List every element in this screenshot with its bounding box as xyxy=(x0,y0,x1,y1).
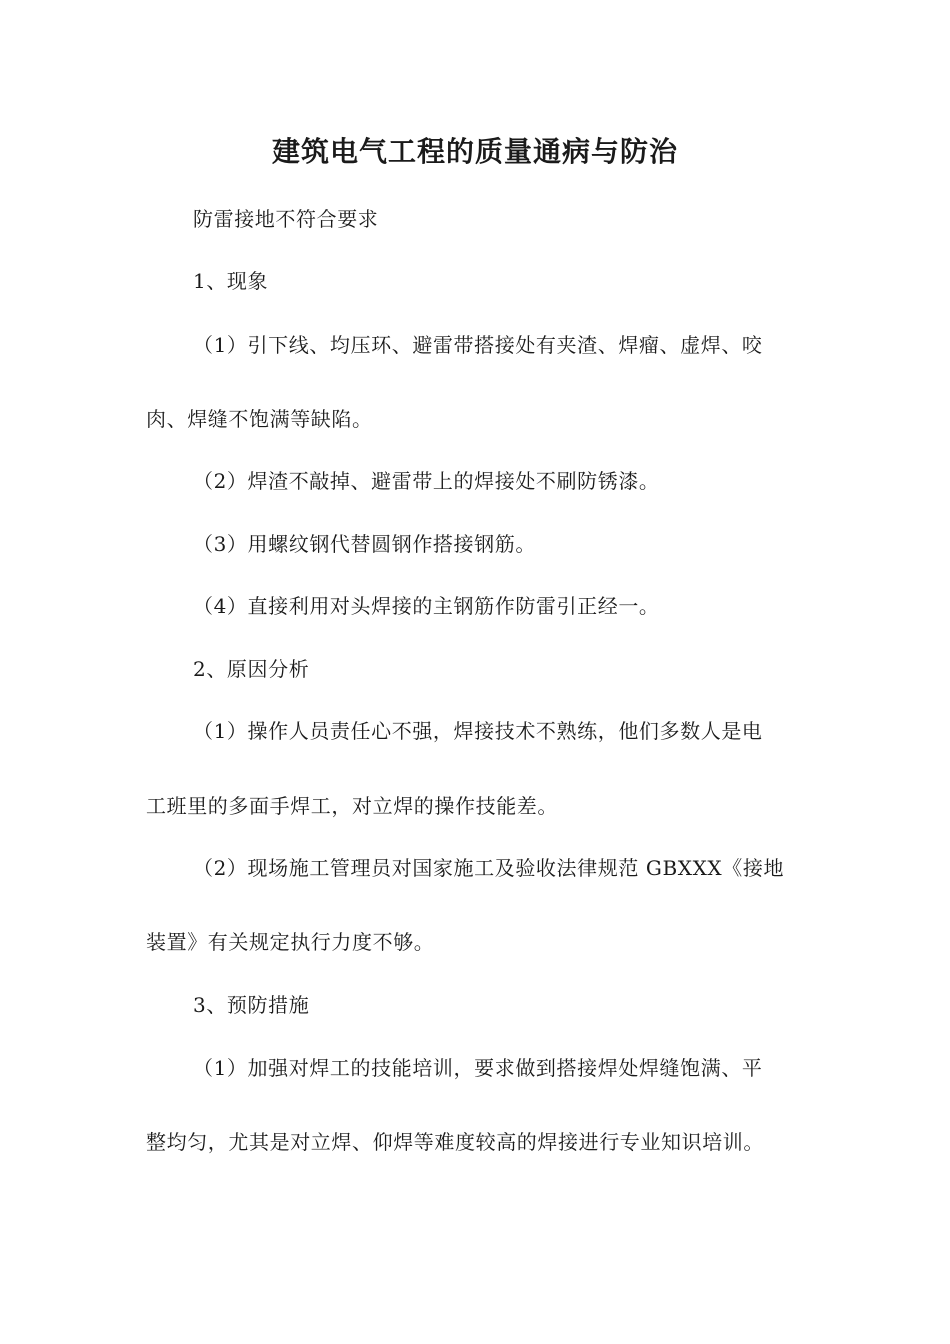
section-2-heading: 2、原因分析 xyxy=(193,657,310,681)
paragraph-1-2: （2）焊渣不敲掉、避雷带上的焊接处不刷防锈漆。 xyxy=(193,469,660,493)
section-1-heading: 1、现象 xyxy=(193,269,269,293)
paragraph-3-1-line-1: （1）加强对焊工的技能培训，要求做到搭接焊处焊缝饱满、平 xyxy=(193,1056,763,1080)
paragraph-1-4: （4）直接利用对头焊接的主钢筋作防雷引正经一。 xyxy=(193,594,660,618)
paragraph-1-1-line-2: 肉、焊缝不饱满等缺陷。 xyxy=(146,407,373,431)
section-intro-heading: 防雷接地不符合要求 xyxy=(193,207,379,231)
paragraph-2-1-line-2: 工班里的多面手焊工，对立焊的操作技能差。 xyxy=(146,794,558,818)
paragraph-2-1-line-1: （1）操作人员责任心不强，焊接技术不熟练，他们多数人是电 xyxy=(193,719,763,743)
paragraph-2-2-line-2: 装置》有关规定执行力度不够。 xyxy=(146,930,435,954)
paragraph-3-1-line-2: 整均匀，尤其是对立焊、仰焊等难度较高的焊接进行专业知识培训。 xyxy=(146,1130,764,1154)
document-title: 建筑电气工程的质量通病与防治 xyxy=(271,135,678,168)
paragraph-1-3: （3）用螺纹钢代替圆钢作搭接钢筋。 xyxy=(193,532,536,556)
paragraph-2-2-line-1: （2）现场施工管理员对国家施工及验收法律规范 GBXXX《接地 xyxy=(193,856,785,880)
section-3-heading: 3、预防措施 xyxy=(193,993,310,1017)
paragraph-1-1-line-1: （1）引下线、均压环、避雷带搭接处有夹渣、焊瘤、虚焊、咬 xyxy=(193,333,763,357)
